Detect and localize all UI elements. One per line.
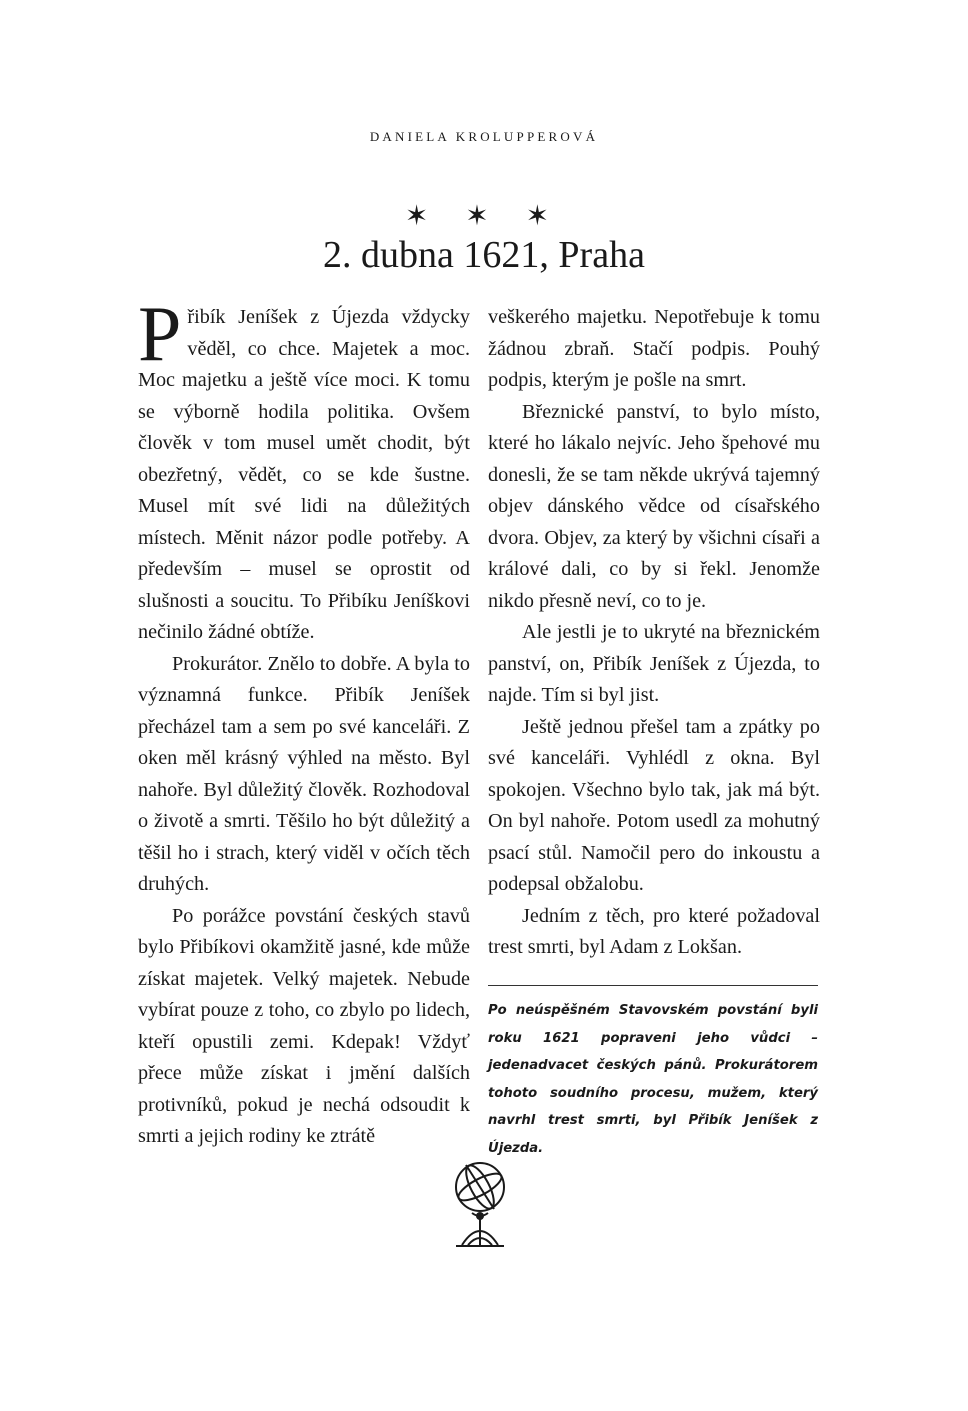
drop-cap: P — [138, 290, 182, 377]
armillary-sphere-icon — [432, 1157, 528, 1253]
paragraph: Březnické panství, to bylo místo, které ho lákalo nejvíc. Jeho špehové mu donesli, že se tam někde ukrývá tajemný objev dánského vědce od císařského dvora. Objev, za který by všichni císaři a králové dali, co by si řekl. Jenomže nikdo přesně neví, co to je. — [488, 400, 820, 612]
running-head-author: DANIELA KROLUPPEROVÁ — [369, 129, 599, 144]
text-column-right — [488, 302, 820, 964]
section-break-stars: ✶ ✶ ✶ — [404, 199, 564, 232]
paragraph: Prokurátor. Znělo to dobře. A byla to významná funkce. Přibík Jeníšek přecházel tam a sem po své kanceláři. Z oken měl krásný výhled na město. Byl nahoře. Byl důležitý člověk. Rozhodoval o životě a smrti. Těšilo ho být důležitý a těšil ho i strach, který viděl v očích těch druhých. — [138, 652, 470, 895]
paragraph: Ještě jednou přešel tam a zpátky po své kanceláři. Vyhlédl z okna. Byl spokojen. Všechno bylo tak, jak má být. On byl nahoře. Potom usedl za mohutný psací stůl. Namočil pero do inkoustu a podepsal obžalobu. — [488, 715, 820, 895]
paragraph: veškerého majetku. Nepotřebuje k tomu žádnou zbraň. Stačí podpis. Pouhý podpis, kterým je pošle na smrt. — [488, 306, 820, 391]
paragraph: Po porážce povstání českých stavů bylo Přibíkovi okamžitě jasné, kde může získat majetek. Velký majetek. Nebude vybírat pouze z toho, co zbylo po lidech, kteří opustili zemi. Kdepak! Vždyť přece může získat i jmění dalších protivníků, pokud je nechá odsoudit k smrti a jejich rodiny ke ztrátě — [138, 904, 470, 1147]
paragraph: Jedním z těch, pro které požadoval trest smrti, byl Adam z Lokšan. — [488, 904, 820, 958]
paragraph — [138, 290, 470, 649]
text-column-left — [138, 290, 470, 1153]
chapter-title: 2. dubna 1621, Praha — [323, 234, 645, 276]
historical-footnote: Po neúspěšném Stavovském povstání byli roku 1621 popraveni jeho vůdci – jedenadvacet českých pánů. Prokurátorem tohoto soudního procesu, mužem, který navrhl trest smrti, byl Přibík Jeníšek z Újezda. — [488, 1003, 818, 1156]
footnote-divider — [488, 985, 818, 986]
paragraph: Ale jestli je to ukryté na březnickém panství, on, Přibík Jeníšek z Újezda, to najde. Tím si byl jist. — [488, 621, 820, 706]
paragraph-text: řibík Jeníšek z Újezda vždycky věděl, co chce. Majetek a moc. Moc majetku a ještě více moci. K tomu se výborně hodila politika. Ovšem člověk v tom musel umět chodit, být obezřetný, vědět, co se kde šustne. Musel mít své lidi na důležitých místech. Měnit názor podle potřeby. A především – musel se oprostit od slušnosti a soucitu. To Přibíku Jeníškovi nečinilo žádné obtíže. — [138, 306, 470, 643]
